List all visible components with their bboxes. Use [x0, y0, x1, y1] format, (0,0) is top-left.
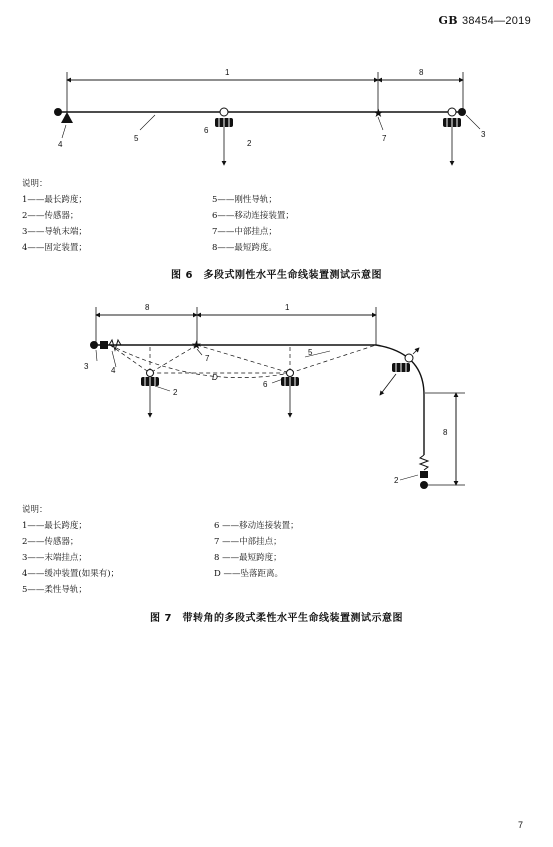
legend-title: 说明： [22, 179, 48, 189]
figure6-diagram [0, 50, 553, 210]
page-number: 7 [517, 820, 523, 830]
label-3: 3 [84, 362, 89, 371]
legend-left-column [22, 518, 119, 598]
middle-anchor-star-icon: ★ [191, 338, 202, 352]
legend-item: 4——固定装置； [22, 243, 87, 253]
label-4: 4 [58, 140, 63, 149]
legend-item: 6——移动连接装置； [212, 211, 294, 221]
legend-left-column [22, 192, 87, 256]
legend-item: 8——最短跨度。 [212, 243, 277, 253]
label-6: 6 [263, 380, 268, 389]
rail-end-dot-left [54, 108, 62, 116]
legend-item: 1——最长跨度； [22, 195, 87, 205]
standard-header [439, 14, 532, 27]
vertical-end [420, 455, 428, 489]
legend-item: 1——最长跨度； [22, 521, 87, 531]
standard-number: 38454—2019 [461, 15, 531, 27]
mobile-connector-middle [215, 108, 233, 165]
label-8-vertical: 8 [443, 428, 448, 437]
mobile-connector-middle [281, 370, 299, 418]
label-6: 6 [204, 126, 209, 135]
mobile-connector-left [141, 370, 159, 418]
legend-item: 3——末端挂点； [22, 553, 87, 563]
legend-item: 4——缓冲装置(如果有)； [22, 569, 120, 579]
label-3: 3 [481, 130, 486, 139]
label-5: 5 [308, 348, 313, 357]
standard-prefix: GB [438, 14, 458, 27]
label-1: 1 [285, 303, 290, 312]
label-2: 2 [173, 388, 178, 397]
figure7-caption: 图 7 带转角的多段式柔性水平生命线装置测试示意图 [150, 613, 403, 624]
figure6-caption: 图 6 多段式刚性水平生命线装置测试示意图 [171, 270, 382, 281]
label-2-bottom: 2 [394, 476, 399, 485]
figure6-legend [22, 176, 294, 253]
label-7: 7 [205, 354, 210, 363]
label-8: 8 [145, 303, 150, 312]
legend-item: 5——刚性导轨； [212, 195, 277, 205]
legend-item: 3——导轨末端； [22, 227, 87, 237]
flexible-rail [96, 345, 424, 455]
mobile-connector-right [443, 108, 466, 165]
label-5: 5 [134, 134, 139, 143]
legend-right-column [214, 518, 299, 582]
figure7-diagram [0, 295, 553, 495]
label-8: 8 [419, 68, 424, 77]
legend-item: 2——传感器； [22, 211, 79, 221]
legend-right-column [212, 192, 294, 256]
figure7-legend [22, 502, 299, 595]
end-anchor [90, 340, 121, 350]
legend-title: 说明： [22, 505, 48, 515]
legend-item: 2——传感器； [22, 537, 79, 547]
mobile-connector-corner [380, 348, 419, 395]
legend-item: 8 ——最短跨度； [214, 553, 282, 563]
label-D: D [212, 373, 218, 382]
legend-item: D ——坠落距离。 [214, 569, 284, 579]
label-7: 7 [382, 134, 387, 143]
leader-lines [62, 115, 480, 138]
legend-item: 5——柔性导轨； [22, 585, 87, 595]
label-4: 4 [111, 366, 116, 375]
label-2: 2 [247, 139, 252, 148]
label-1: 1 [225, 68, 230, 77]
middle-anchor-star-icon: ★ [373, 106, 384, 120]
fixing-device-icon [61, 112, 73, 123]
dimension-lines [96, 307, 465, 485]
legend-item: 6 ——移动连接装置； [214, 521, 299, 531]
leader-lines [96, 349, 418, 480]
dimension-lines [67, 72, 463, 112]
legend-item: 7 ——中部挂点； [214, 537, 282, 547]
legend-item: 7——中部挂点； [212, 227, 277, 237]
